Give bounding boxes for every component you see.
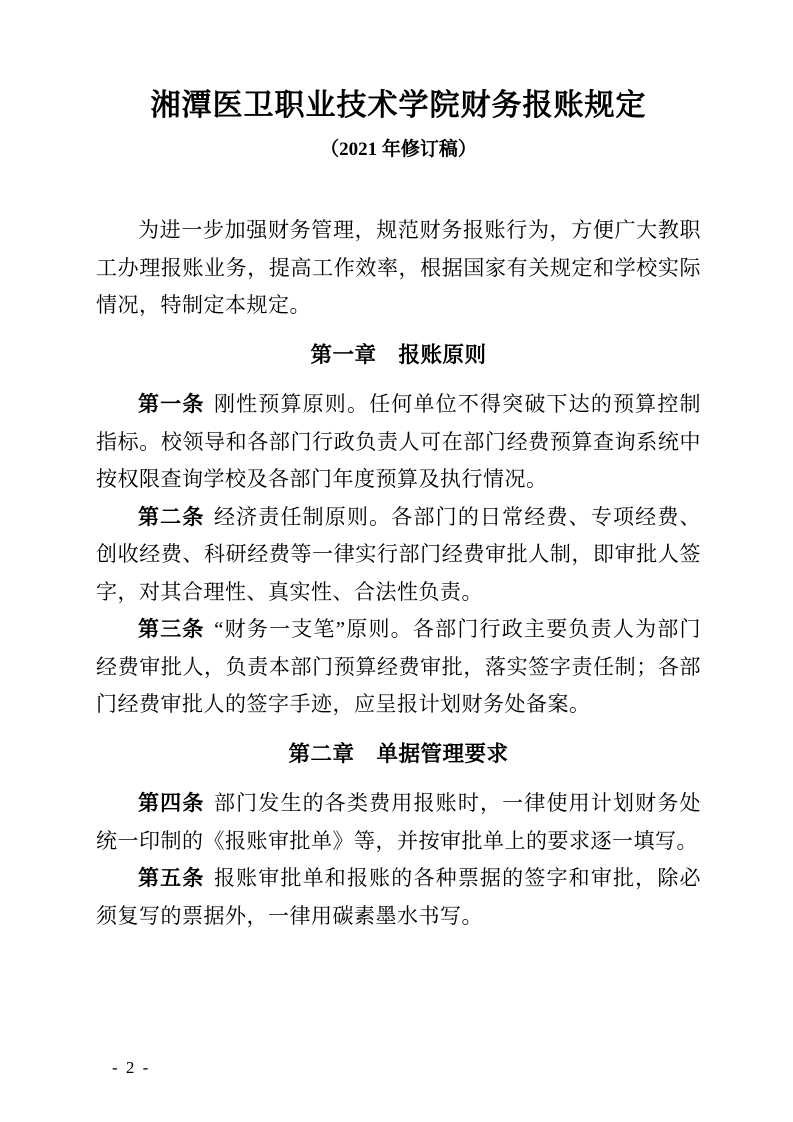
article-3-label: 第三条 (138, 618, 205, 641)
article-5-text: 报账审批单和报账的各种票据的签字和审批，除必须复写的票据外，一律用碳素墨水书写。 (96, 866, 702, 928)
intro-paragraph: 为进一步加强财务管理，规范财务报账行为，方便广大教职工办理报账业务，提高工作效率，根据国家有关规定和学校实际情况，特制定本规定。 (96, 218, 701, 317)
document-title: 湘潭医卫职业技术学院财务报账规定 (150, 89, 647, 122)
article-1-text: 刚性预算原则。任何单位不得突破下达的预算控制指标。校领导和各部门行政负责人可在部门经费预算查询系统中按权限查询学校及各部门年度预算及执行情况。 (96, 392, 702, 491)
article-1-paragraph (96, 386, 701, 499)
article-5-paragraph (96, 860, 701, 935)
article-1-label: 第一条 (138, 393, 205, 416)
article-4-paragraph (96, 785, 701, 860)
article-2-paragraph (96, 499, 701, 612)
page-number: - 2 - (112, 1058, 151, 1077)
chapter-2-heading: 第二章 单据管理要求 (288, 741, 509, 766)
document-subtitle: （2021 年修订稿） (320, 139, 477, 160)
article-5-label: 第五条 (138, 867, 205, 890)
article-3-paragraph (96, 611, 701, 724)
article-2-text: 经济责任制原则。各部门的日常经费、专项经费、创收经费、科研经费等一律实行部门经费审批人制，即审批人签字，对其合理性、真实性、合法性负责。 (96, 504, 702, 604)
article-2-label: 第二条 (138, 505, 205, 529)
article-4-text: 部门发生的各类费用报账时，一律使用计划财务处统一印制的《报账审批单》等，并按审批单上的要求逐一填写。 (96, 791, 702, 853)
article-3-text: “财务一支笔”原则。各部门行政主要负责人为部门经费审批人，负责本部门预算经费审批，落实签字责任制；各部门经费审批人的签字手迹，应呈报计划财务处备案。 (96, 617, 702, 716)
chapter-1-heading: 第一章 报账原则 (310, 342, 487, 367)
article-4-label: 第四条 (138, 792, 205, 815)
